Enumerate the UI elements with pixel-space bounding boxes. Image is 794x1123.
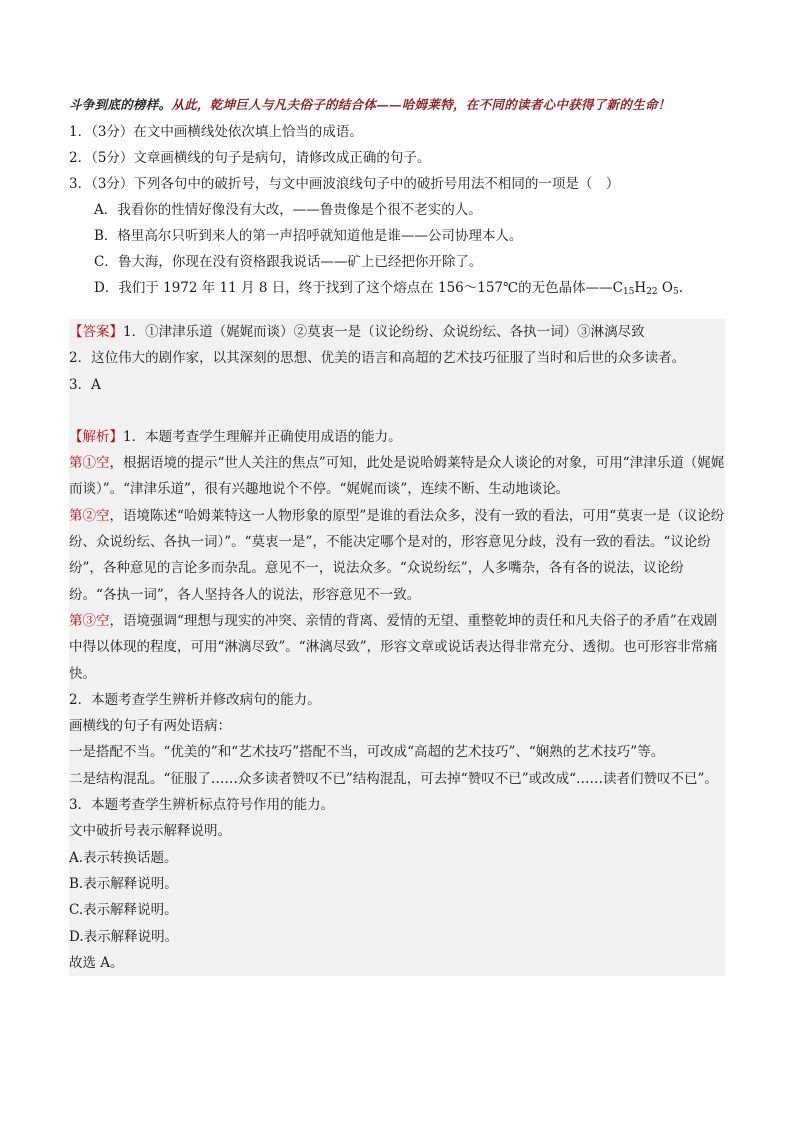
question-3: 3．（3分）下列各句中的破折号，与文中画波浪线句子中的破折号用法不相同的一项是（ ） (69, 176, 620, 192)
analysis-s3-a: 文中破折号表示解释说明。 (69, 823, 231, 840)
formula-sub-h: 22 (646, 287, 658, 297)
analysis-s2-c: 二是结构混乱。“征服了……众多读者赞叹不已”结构混乱，可去掉“赞叹不已”或改成“……读者们赞叹不已”。 (69, 770, 718, 787)
analysis-blank-1 (69, 450, 725, 503)
analysis-s2-b: 一是搭配不当。“优美的”和“艺术技巧”搭配不当，可改成“高超的艺术技巧”、“娴熟的艺术技巧”等。 (69, 744, 665, 761)
option-d (69, 275, 725, 305)
blank-1-text: ，根据语境的提示“世人关注的焦点”可知，此处是说哈姆莱特是众人谈论的对象，可用“津津乐道（娓娓而谈）”。“津津乐道”，很有兴趣地说个不停。“娓娓而谈”，连续不断、生动地谈论。 (69, 455, 725, 498)
analysis-s3-d: C.表示解释说明。 (69, 902, 178, 919)
question-2: 2．（5分）文章画横线的句子是病句，请修改成正确的句子。 (69, 150, 431, 166)
answer-2: 2．这位伟大的剧作家，以其深刻的思想、优美的语言和高超的艺术技巧征服了当时和后世的众多读者。 (69, 350, 686, 367)
analysis-s3-b: A.表示转换话题。 (69, 849, 178, 866)
option-d-text: D．我们于 1972 年 11 月 8 日，终于找到了这个熔点在 156～157℃的无色晶体——C (94, 280, 623, 296)
answer-analysis-box (69, 319, 725, 976)
analysis-blank-3 (69, 608, 725, 687)
analysis-label: 【解析】 (69, 428, 123, 445)
answer-1: 1．①津津乐道（娓娓而谈）②莫衷一是（议论纷纷、众说纷纭、各执一词）③淋漓尽致 (123, 324, 645, 340)
blank-1-label: 第①空 (69, 455, 110, 472)
formula-h: H (634, 280, 647, 296)
question-1: 1．（3分）在文中画横线处依次填上恰当的成语。 (69, 124, 363, 140)
option-b: B．格里高尔只听到来人的第一声招呼就知道他是谁——公司协理本人。 (94, 228, 523, 244)
answer-line-1 (69, 319, 725, 345)
document-page (69, 95, 725, 976)
blank-3-text: ，语境强调“理想与现实的冲突、亲情的背离、爱情的无望、重整乾坤的责任和凡夫俗子的矛盾”在戏剧中得以体现的程度，可用“淋漓尽致”。“淋漓尽致”，形容文章或说话表达得非常充分、透彻。也可形容非常痛快。 (69, 612, 718, 682)
analysis-s3-c: B.表示解释说明。 (69, 875, 178, 892)
blank-3-label: 第③空 (69, 612, 110, 629)
option-c: C．鲁大海，你现在没有资格跟我说话——矿上已经把你开除了。 (94, 254, 483, 270)
answer-label: 【答案】 (69, 324, 123, 340)
blank-2-text: ，语境陈述“哈姆莱特这一人物形象的原型”是谁的看法众多，没有一致的看法，可用“莫衷一是（议论纷纷、众说纷纭、各执一词）”。“莫衷一是”，不能决定哪个是对的，形容意见分歧，没有一致的看法。“议论纷纷”，各种意见的言论多而杂乱。意见不一，说法众多。“众说纷纭”，人多嘴杂，各有各的说法，议论纷纷。“各执一词”，各人坚持各人的说法，形容意见不一致。 (69, 507, 725, 603)
intro-rest: 从此，乾坤巨人与凡夫俗子的结合体——哈姆莱特，在不同的读者心中获得了新的生命！ (171, 97, 671, 112)
analysis-blank-2 (69, 503, 725, 608)
option-a: A．我看你的性情好像没有大改，——鲁贵像是个很不老实的人。 (94, 202, 482, 218)
intro-passage-end (69, 95, 725, 113)
analysis-s3-head: 3．本题考查学生辨析标点符号作用的能力。 (69, 797, 335, 814)
intro-prefix: 斗争到底的榜样。 (69, 97, 172, 112)
blank-2-label: 第②空 (69, 507, 110, 524)
formula-sub-o: 5 (673, 287, 679, 297)
option-d-end: . (678, 280, 684, 296)
analysis-s3-e: D.表示解释说明。 (69, 928, 179, 945)
formula-o: O (657, 280, 673, 296)
analysis-s2-a: 画横线的句子有两处语病： (69, 718, 231, 735)
formula-sub-c: 15 (622, 287, 635, 297)
analysis-head (69, 424, 725, 450)
analysis-s3-f: 故选 A。 (69, 954, 124, 971)
answer-3: 3．A (69, 376, 101, 393)
analysis-s2-head: 2．本题考查学生辨析并修改病句的能力。 (69, 691, 321, 708)
analysis-head-text: 1．本题考查学生理解并正确使用成语的能力。 (123, 428, 402, 445)
